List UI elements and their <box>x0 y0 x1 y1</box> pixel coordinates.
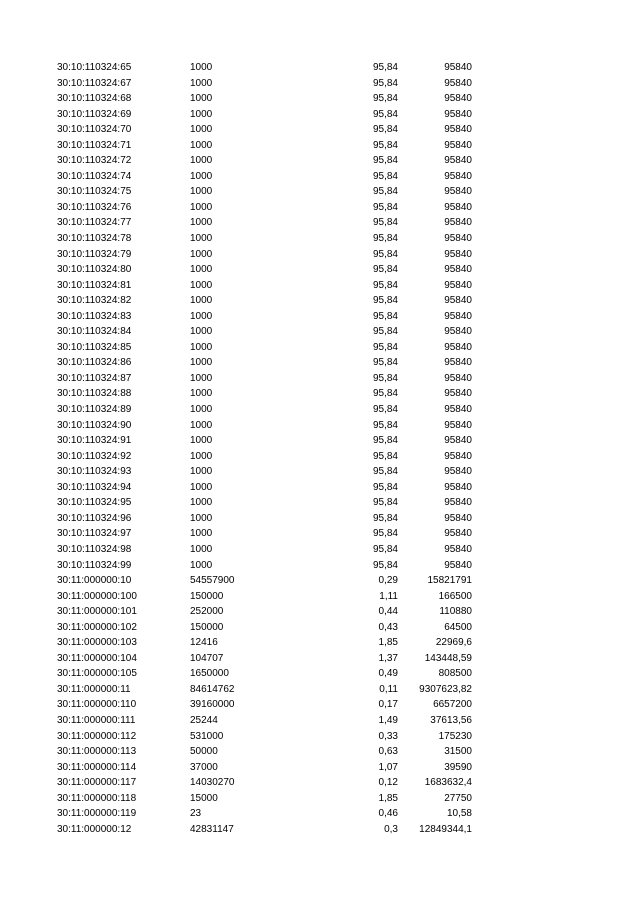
area-cell: 1000 <box>190 326 213 338</box>
cadastral-number-cell: 30:11:000000:112 <box>57 730 137 742</box>
rate-cell: 95,84 <box>372 341 398 353</box>
area-cell: 1000 <box>190 279 213 291</box>
rate-cell: 95,84 <box>372 357 398 369</box>
area-cell: 1650000 <box>190 668 229 680</box>
cadastral-number-cell: 30:11:000000:104 <box>57 652 137 664</box>
table-row <box>0 589 640 605</box>
rate-cell: 95,84 <box>372 450 398 462</box>
table-row <box>0 355 640 371</box>
rate-cell: 95,84 <box>372 528 398 540</box>
cadastral-number-cell: 30:10:110324:68 <box>57 93 132 105</box>
area-cell: 1000 <box>190 93 213 105</box>
rate-cell: 95,84 <box>372 62 398 73</box>
area-cell: 1000 <box>190 450 213 462</box>
value-cell: 10,58 <box>446 808 472 820</box>
table-row <box>0 651 640 667</box>
rate-cell: 0,11 <box>379 683 398 695</box>
rate-cell: 95,84 <box>372 481 398 493</box>
value-cell: 95840 <box>444 62 472 73</box>
cadastral-number-cell: 30:11:000000:12 <box>57 823 132 835</box>
rate-cell: 95,84 <box>372 264 398 276</box>
table-row <box>0 371 640 387</box>
cadastral-number-cell: 30:10:110324:84 <box>57 326 132 338</box>
table-row <box>0 215 640 231</box>
rate-cell: 0,12 <box>378 777 398 789</box>
table-row <box>0 682 640 698</box>
rate-cell: 95,84 <box>372 372 398 384</box>
rate-cell: 95,84 <box>372 435 398 447</box>
cadastral-number-cell: 30:10:110324:85 <box>57 341 132 353</box>
rate-cell: 1,11 <box>379 590 398 602</box>
cadastral-number-cell: 30:10:110324:82 <box>57 295 132 307</box>
value-cell: 95840 <box>444 295 472 307</box>
cadastral-number-cell: 30:10:110324:71 <box>57 139 132 151</box>
cadastral-number-cell: 30:10:110324:77 <box>57 217 132 229</box>
table-row <box>0 558 640 574</box>
area-cell: 15000 <box>190 792 218 804</box>
rate-cell: 95,84 <box>372 326 398 338</box>
rate-cell: 95,84 <box>372 93 398 105</box>
cadastral-number-cell: 30:11:000000:111 <box>57 714 136 726</box>
area-cell: 39160000 <box>190 699 235 711</box>
value-cell: 95840 <box>444 543 472 555</box>
rate-cell: 0,29 <box>378 575 398 587</box>
table-row <box>0 480 640 496</box>
table-row <box>0 293 640 309</box>
cadastral-number-cell: 30:11:000000:105 <box>57 668 137 680</box>
cadastral-number-cell: 30:10:110324:98 <box>57 543 132 555</box>
cadastral-number-cell: 30:11:000000:117 <box>57 777 137 789</box>
value-cell: 95840 <box>444 388 472 400</box>
rate-cell: 95,84 <box>372 170 398 182</box>
cadastral-number-cell: 30:10:110324:96 <box>57 512 132 524</box>
rate-cell: 95,84 <box>372 279 398 291</box>
value-cell: 95840 <box>444 93 472 105</box>
value-cell: 95840 <box>444 201 472 213</box>
value-cell: 95840 <box>444 326 472 338</box>
table-row <box>0 697 640 713</box>
value-cell: 95840 <box>444 170 472 182</box>
area-cell: 12416 <box>190 637 218 649</box>
rate-cell: 1,85 <box>378 792 398 804</box>
table-row <box>0 744 640 760</box>
value-cell: 95840 <box>444 481 472 493</box>
value-cell: 95840 <box>444 559 472 571</box>
area-cell: 1000 <box>190 497 213 509</box>
rate-cell: 95,84 <box>372 108 398 120</box>
rate-cell: 0,46 <box>378 808 398 820</box>
table-row <box>0 200 640 216</box>
value-cell: 31500 <box>444 746 472 758</box>
area-cell: 37000 <box>190 761 218 773</box>
table-row <box>0 713 640 729</box>
table-row <box>0 153 640 169</box>
value-cell: 27750 <box>444 792 472 804</box>
area-cell: 150000 <box>190 590 224 602</box>
table-row <box>0 278 640 294</box>
area-cell: 25244 <box>190 714 218 726</box>
area-cell: 1000 <box>190 139 213 151</box>
rate-cell: 95,84 <box>372 155 398 167</box>
rate-cell: 95,84 <box>372 186 398 198</box>
area-cell: 1000 <box>190 528 213 540</box>
rate-cell: 95,84 <box>372 201 398 213</box>
area-cell: 104707 <box>190 652 224 664</box>
area-cell: 1000 <box>190 512 213 524</box>
cadastral-number-cell: 30:10:110324:89 <box>57 404 132 416</box>
table-row <box>0 511 640 527</box>
cadastral-number-cell: 30:10:110324:67 <box>57 77 132 89</box>
table-row <box>0 604 640 620</box>
value-cell: 12849344,1 <box>419 823 472 835</box>
cadastral-number-cell: 30:10:110324:74 <box>57 170 132 182</box>
value-cell: 95840 <box>444 124 472 136</box>
area-cell: 23 <box>190 808 202 820</box>
cadastral-number-cell: 30:11:000000:100 <box>57 590 137 602</box>
table-row <box>0 340 640 356</box>
area-cell: 14030270 <box>190 777 235 789</box>
area-cell: 1000 <box>190 264 213 276</box>
cadastral-number-cell: 30:11:000000:110 <box>57 699 137 711</box>
rate-cell: 95,84 <box>372 248 398 260</box>
cadastral-number-cell: 30:10:110324:75 <box>57 186 132 198</box>
cadastral-number-cell: 30:10:110324:78 <box>57 233 132 245</box>
area-cell: 50000 <box>190 746 218 758</box>
area-cell: 1000 <box>190 62 213 73</box>
rate-cell: 95,84 <box>372 466 398 478</box>
table-row <box>0 169 640 185</box>
cadastral-number-cell: 30:10:110324:95 <box>57 497 132 509</box>
rate-cell: 0,3 <box>384 823 398 835</box>
value-cell: 15821791 <box>427 575 472 587</box>
value-cell: 95840 <box>444 357 472 369</box>
value-cell: 39590 <box>444 761 472 773</box>
cadastral-number-cell: 30:10:110324:87 <box>57 372 132 384</box>
cadastral-number-cell: 30:10:110324:94 <box>57 481 132 493</box>
cadastral-number-cell: 30:10:110324:90 <box>57 419 132 431</box>
area-cell: 1000 <box>190 419 213 431</box>
area-cell: 1000 <box>190 559 213 571</box>
rate-cell: 95,84 <box>372 310 398 322</box>
area-cell: 1000 <box>190 170 213 182</box>
rate-cell: 95,84 <box>372 388 398 400</box>
table-row <box>0 433 640 449</box>
table-row <box>0 464 640 480</box>
value-cell: 110880 <box>439 606 472 618</box>
area-cell: 1000 <box>190 77 213 89</box>
rate-cell: 1,85 <box>378 637 398 649</box>
value-cell: 95840 <box>444 108 472 120</box>
value-cell: 95840 <box>444 264 472 276</box>
cadastral-number-cell: 30:11:000000:102 <box>57 621 137 633</box>
area-cell: 1000 <box>190 543 213 555</box>
area-cell: 1000 <box>190 217 213 229</box>
value-cell: 95840 <box>444 528 472 540</box>
spreadsheet-table <box>0 60 640 837</box>
value-cell: 95840 <box>444 404 472 416</box>
table-row <box>0 262 640 278</box>
cadastral-number-cell: 30:10:110324:76 <box>57 201 132 213</box>
cadastral-number-cell: 30:10:110324:70 <box>57 124 132 136</box>
table-row <box>0 822 640 838</box>
rate-cell: 95,84 <box>372 497 398 509</box>
area-cell: 252000 <box>190 606 224 618</box>
table-row <box>0 760 640 776</box>
area-cell: 1000 <box>190 372 213 384</box>
cadastral-number-cell: 30:10:110324:69 <box>57 108 132 120</box>
area-cell: 1000 <box>190 435 213 447</box>
table-row <box>0 573 640 589</box>
value-cell: 95840 <box>444 450 472 462</box>
value-cell: 95840 <box>444 77 472 89</box>
rate-cell: 0,44 <box>378 606 398 618</box>
value-cell: 95840 <box>444 419 472 431</box>
cadastral-number-cell: 30:10:110324:97 <box>57 528 132 540</box>
table-row <box>0 791 640 807</box>
area-cell: 1000 <box>190 233 213 245</box>
value-cell: 95840 <box>444 310 472 322</box>
table-row <box>0 107 640 123</box>
table-row <box>0 60 640 76</box>
table-row <box>0 91 640 107</box>
rate-cell: 95,84 <box>372 139 398 151</box>
rate-cell: 0,63 <box>378 746 398 758</box>
cadastral-number-cell: 30:10:110324:81 <box>57 279 132 291</box>
area-cell: 1000 <box>190 248 213 260</box>
value-cell: 95840 <box>444 186 472 198</box>
rate-cell: 95,84 <box>372 233 398 245</box>
table-row <box>0 418 640 434</box>
table-row <box>0 635 640 651</box>
cadastral-number-cell: 30:10:110324:72 <box>57 155 132 167</box>
rate-cell: 95,84 <box>372 419 398 431</box>
table-row <box>0 806 640 822</box>
cadastral-number-cell: 30:10:110324:88 <box>57 388 132 400</box>
area-cell: 1000 <box>190 310 213 322</box>
cadastral-number-cell: 30:10:110324:83 <box>57 310 132 322</box>
cadastral-number-cell: 30:11:000000:113 <box>57 746 137 758</box>
cadastral-number-cell: 30:10:110324:80 <box>57 264 132 276</box>
cadastral-number-cell: 30:11:000000:114 <box>57 761 137 773</box>
area-cell: 1000 <box>190 295 213 307</box>
table-row <box>0 495 640 511</box>
table-row <box>0 247 640 263</box>
area-cell: 54557900 <box>190 575 235 587</box>
table-row <box>0 729 640 745</box>
rate-cell: 95,84 <box>372 295 398 307</box>
cadastral-number-cell: 30:11:000000:101 <box>57 606 137 618</box>
table-row <box>0 775 640 791</box>
area-cell: 1000 <box>190 341 213 353</box>
rate-cell: 0,43 <box>378 621 398 633</box>
table-row <box>0 122 640 138</box>
rate-cell: 95,84 <box>372 512 398 524</box>
table-row <box>0 620 640 636</box>
table-row <box>0 386 640 402</box>
area-cell: 1000 <box>190 357 213 369</box>
area-cell: 531000 <box>190 730 224 742</box>
area-cell: 42831147 <box>190 823 234 835</box>
area-cell: 84614762 <box>190 683 235 695</box>
area-cell: 1000 <box>190 201 213 213</box>
table-row <box>0 526 640 542</box>
value-cell: 166500 <box>438 590 472 602</box>
table-row <box>0 309 640 325</box>
value-cell: 95840 <box>444 217 472 229</box>
rate-cell: 0,49 <box>378 668 398 680</box>
area-cell: 1000 <box>190 404 213 416</box>
cadastral-number-cell: 30:11:000000:118 <box>57 792 137 804</box>
area-cell: 1000 <box>190 155 213 167</box>
rate-cell: 1,07 <box>378 761 398 773</box>
area-cell: 1000 <box>190 108 213 120</box>
table-row <box>0 231 640 247</box>
cadastral-number-cell: 30:11:000000:103 <box>57 637 137 649</box>
value-cell: 95840 <box>444 155 472 167</box>
table-row <box>0 449 640 465</box>
cadastral-number-cell: 30:10:110324:99 <box>57 559 132 571</box>
area-cell: 1000 <box>190 124 213 136</box>
value-cell: 95840 <box>444 341 472 353</box>
rate-cell: 1,49 <box>378 714 398 726</box>
value-cell: 95840 <box>444 279 472 291</box>
value-cell: 1683632,4 <box>424 777 472 789</box>
area-cell: 1000 <box>190 481 213 493</box>
value-cell: 95840 <box>444 372 472 384</box>
value-cell: 95840 <box>444 466 472 478</box>
table-row <box>0 666 640 682</box>
value-cell: 9307623,82 <box>419 683 472 695</box>
value-cell: 64500 <box>444 621 472 633</box>
cadastral-number-cell: 30:11:000000:119 <box>57 808 137 820</box>
value-cell: 95840 <box>444 139 472 151</box>
table-row <box>0 184 640 200</box>
value-cell: 95840 <box>444 512 472 524</box>
rate-cell: 95,84 <box>372 77 398 89</box>
cadastral-number-cell: 30:11:000000:11 <box>57 683 131 695</box>
cadastral-number-cell: 30:10:110324:93 <box>57 466 132 478</box>
cadastral-number-cell: 30:10:110324:92 <box>57 450 132 462</box>
rate-cell: 95,84 <box>372 543 398 555</box>
value-cell: 22969,6 <box>435 637 472 649</box>
value-cell: 808500 <box>438 668 472 680</box>
rate-cell: 95,84 <box>372 559 398 571</box>
value-cell: 37613,56 <box>430 714 472 726</box>
rate-cell: 95,84 <box>372 404 398 416</box>
value-cell: 95840 <box>444 435 472 447</box>
value-cell: 95840 <box>444 248 472 260</box>
area-cell: 150000 <box>190 621 224 633</box>
cadastral-number-cell: 30:10:110324:91 <box>57 435 132 447</box>
cadastral-number-cell: 30:10:110324:65 <box>57 62 132 73</box>
value-cell: 6657200 <box>433 699 472 711</box>
table-row <box>0 542 640 558</box>
area-cell: 1000 <box>190 388 213 400</box>
area-cell: 1000 <box>190 186 213 198</box>
rate-cell: 1,37 <box>378 652 398 664</box>
cadastral-number-cell: 30:10:110324:79 <box>57 248 132 260</box>
table-row <box>0 138 640 154</box>
rate-cell: 0,17 <box>378 699 398 711</box>
table-row <box>0 402 640 418</box>
rate-cell: 95,84 <box>372 124 398 136</box>
table-row <box>0 324 640 340</box>
area-cell: 1000 <box>190 466 213 478</box>
cadastral-number-cell: 30:11:000000:10 <box>57 575 132 587</box>
cadastral-number-cell: 30:10:110324:86 <box>57 357 132 369</box>
rate-cell: 95,84 <box>372 217 398 229</box>
table-row <box>0 76 640 92</box>
value-cell: 95840 <box>444 497 472 509</box>
value-cell: 175230 <box>438 730 472 742</box>
value-cell: 143448,59 <box>424 652 472 664</box>
rate-cell: 0,33 <box>378 730 398 742</box>
value-cell: 95840 <box>444 233 472 245</box>
